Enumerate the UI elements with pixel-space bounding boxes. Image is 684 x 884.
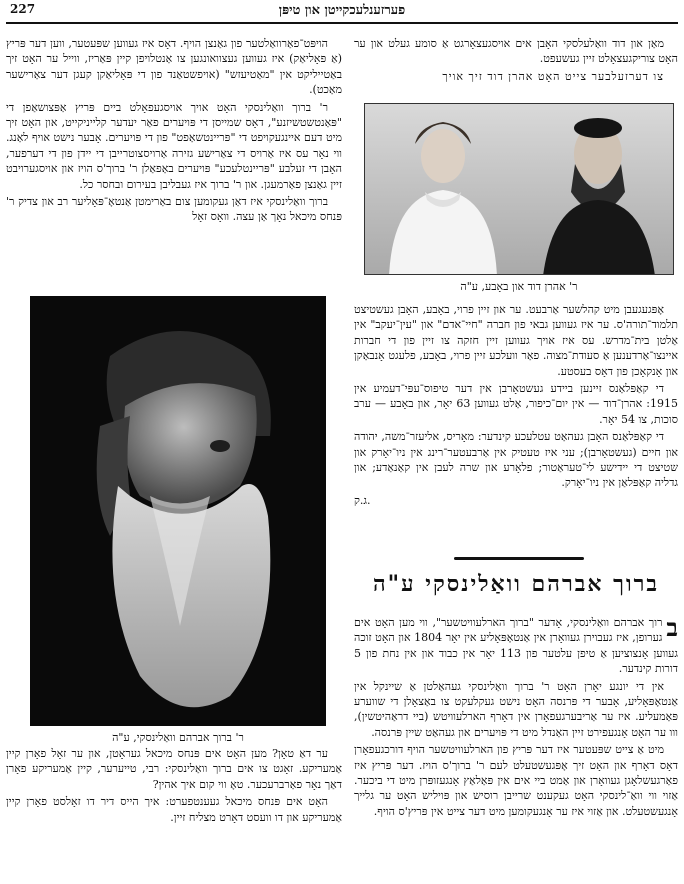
paragraph: די קאַפּלאַנס זיינען ביידע געשטאָרבן אין דער טיפוס־עפּי־דעמיע אין 1915: אהרן־דוד — אין יום־כיפור, אַלט געווען 63 יאָר, און באָבע — ערב סוכות, צו 54 יאָר. (354, 382, 678, 426)
photo-couple-caption: ר' אהרן דוד און באָבע, ע"ה (460, 280, 578, 293)
right-column-middle-text (354, 302, 678, 544)
paragraph: צו דערזעלבער צייט האָט אהרן דוד זיך אויך (442, 69, 664, 83)
right-column-top-text (354, 36, 678, 94)
paragraph: ער דאַ טאָן? מען האָט אים פּנחס מיכאל געראָטן, און ער זאָל פאָרן קיין אַמעריקע. זאָגט צו אים ברוך וואַלינסקי: רבי, טייערער, קיין אַמעריקע פאָרן דאַך נאָר פאַרברעכער. טאָ ווי קום איך אהין? (6, 747, 342, 791)
paragraph: אין די יונגע יאָרן האָט ר' ברוך וואַלינסקי געהאַלטן אַ שיינקל אין אַנטאָפּאָליע, אָבער די פּרנסה האָט נישט געקלעקט צו באַצאָלן די שווערע פּאַמעליע. איז ער אַריבערגעפאָרן אין דאָרף הארלעוויטש (ביי דראַהיטשין), ווו ער האָט אָנגעפירט זיין האַנדל מיט די פּויערים און געהאַט שיין פּרנסה. (354, 679, 678, 739)
paragraph: הויפּט־פאַרוואַלטער פון גאַנצן הויף. דאָס איז געווען שפּעטער, ווען דער פּריץ (אַ פּאָליאַק) איז געווען געצוואונגען צו אַנטלויפן קיין פּאַריז, ווייל ער האָט זיך באַטייליקט אין "מאַטיעזש" (אויפשטאַנד פון די פּאָליאַקן קעגן דער צאַרישער מאַכט). (6, 37, 342, 97)
photo-rabbi-portrait (30, 296, 326, 726)
author-initials: ג.ק. (354, 493, 371, 507)
page-number: 227 (10, 2, 36, 16)
section-heading: ברוך אברהם וואַלינסקי ע"ה (373, 571, 659, 597)
section-divider (454, 557, 584, 560)
photo-couple (364, 103, 674, 275)
left-column-top-text (6, 36, 342, 310)
photo-rabbi-caption: ר' ברוך אברהם וואַלינסקי, ע"ה (112, 731, 244, 744)
paragraph: אָפּגעגעבן מיט קהלשער אַרבעט. ער און זיין פרוי, באָבע, האָבן געשטיצט תלמוד־תורה'ס. ער איז געווען גבאי פון חברה "חיי־אדם" און "עין־יעקב" אין אַלטן בית־מדרש. עס איז אויך געווען זיין חזקה צו זיין פון די חברות איינצו־אַרדענען אַ סעודת־מצוה. פאַר וועלכע זיין פרוי, באָבע, פלעגט אָנבאַקן און אָנקאָכן פון דאָס בעסטע. (354, 303, 678, 378)
paragraph: מיט אַ צייט שפּעטער איז דער פּריץ פון הארלעוויטשער הויף דורכגעפאָרן דאָס דאָרף און האָט זיך אָפּגעשטעלט לעם ר' ברוך'ס הויז. דער פּריץ איז פאַרגעשלאָגן געוואָרן און אַמט ביי אים אין פּאַלאַץ אָנגעזופּרן מיט די ביכער. אַזוי ווי וואַ־לינסקי האָט געקענט שרייבן רוסיש און פּויליש האָט ער גלייך אָנגעשטעלט. און אַזוי איז ער אָנגעקומען מיט דער צייט אין פּריץ'ס הויף. (354, 743, 678, 818)
header-rule (6, 22, 678, 24)
drop-cap-letter: ב (666, 615, 678, 642)
paragraph: האָט אים פּנחס מיכאל געענטפערט: איך הייס דיר דו זאָלסט פאָרן קיין אַמעריקע און דו וועסט דאָרט מצליח זיין. (6, 795, 342, 824)
left-column-bottom-text (6, 746, 342, 881)
paragraph: מאַן און דוד וואַלעלסקי האָבן אים אויסגעצאָרגט אַ סומע געלט און ער האָט צוריקגעצאָלט זיין געשעפט. (354, 37, 678, 66)
running-header (6, 2, 678, 22)
right-column-bottom-text (354, 615, 678, 881)
paragraph: ר' ברוך וואַלינסקי האָט אויך אויסגעפאָלט ביים פּריץ אַפּצושאַפן די "פּאַנטשטשיזנע", דאָס שמייסן די פּויערים פאַר יעדער קלייניקייט, און האָט זיך מיט דעם איינגעקויפט די "פּריינטשאַפט" פון די פּויערים. אָבער נישט אויף לאַנג. ווי נאָר עס איז אַרויס די צאַרישע גזירה אַרויסצוטרייבן די יידן פון די דערפער, האָבן די זעלבע "פּריינטלעכע" פּויערים באַפאַלן ר' ברוך'ס הויז און אויסגערויבט זיין גאַנצן פאַרמעגן. און ר' ברוך איז געבליבן בעירום ובחסר כל. (6, 100, 342, 191)
paragraph: רוך אברהם וואַלינסקי, אָדער "ברוך הארלעוויטשער", ווי מען האָט אים גערופן, איז געבוירן געוואָרן אין אַנטאָפּאָליע אין יאָר 1804 און האָט זוכה געווען אָנצוציען אַ טיפן עלטער פון 113 יאָר אין כבוד און אין נחת פון 5 דורות קינדער. (354, 616, 678, 676)
paragraph: ברוך וואַלינסקי איז דאַן געקומען צום באַרימטן אַנטאָ־פּאָליער רב און צדיק ר' פּנחס מיכאל נאָך אַן עצה. וואָס זאָל (6, 195, 342, 224)
paragraph: די קאַפּלאַנס האָבן געהאַט עטלעכע קינדער: מאָריס, אליעזר־משה, יהודה און חיים (געשטאָרבן); עני איז טעטיק אין אַרבעטער־רינג אין ניו־יאָרק און שטיצט די יידישע לי־טעראַטור; פלאָרע און שרה לעבן אין קאַנאַדע; און גדליה קאַפּלאַן אין ניו־יאָרק. (354, 430, 678, 490)
photo-couple-image (364, 104, 673, 275)
photo-rabbi-image (30, 296, 326, 726)
running-header-title: פערזענלעכקייטן און טיפּן (278, 3, 406, 18)
